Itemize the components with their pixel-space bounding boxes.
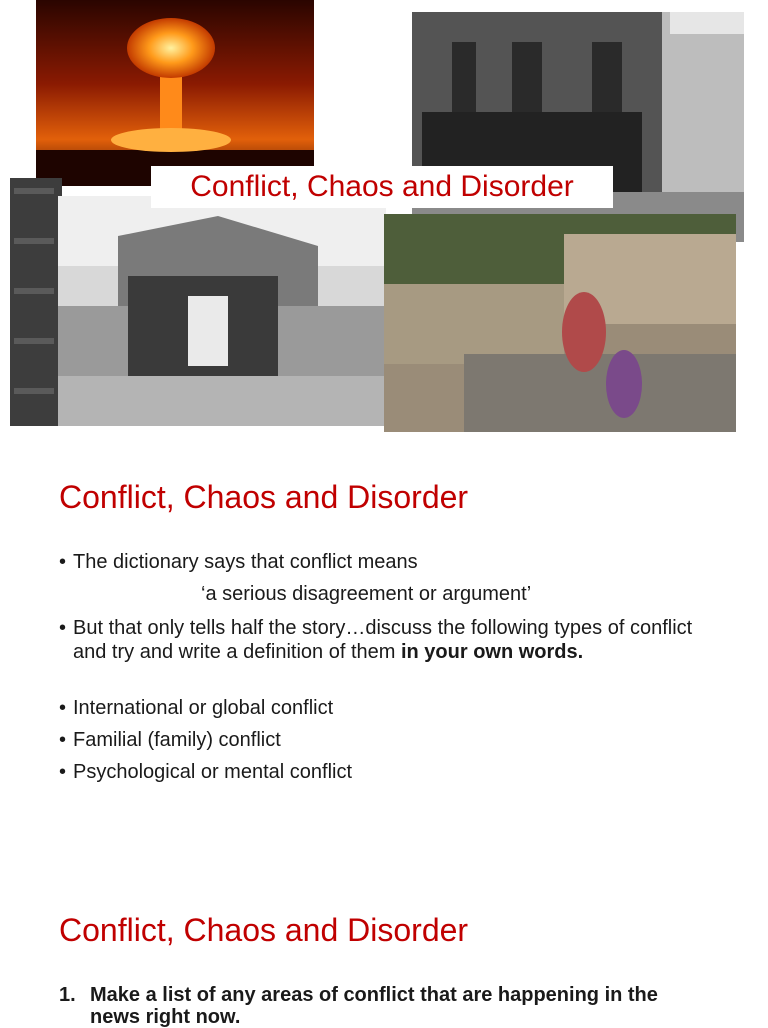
- explosion-photo: [36, 0, 314, 186]
- bullet-half-story-text: But that only tells half the story…discuss the following types of conflict and try and write a definition of them: [73, 617, 693, 663]
- bullet-familial-conflict: • Familial (family) conflict: [59, 728, 281, 752]
- brick-wall-photo: [10, 178, 62, 426]
- list-item-text: Make a list of any areas of conflict that are happening in the news right now.: [90, 984, 658, 1028]
- slide-2-heading: Conflict, Chaos and Disorder: [59, 479, 469, 515]
- refugees-rubble-photo: [384, 214, 736, 432]
- list-item-number: 1.: [59, 984, 76, 1006]
- bombed-street-photo: [58, 196, 386, 426]
- bullet-international-conflict: • International or global conflict: [59, 696, 333, 720]
- bullet-half-story: [59, 616, 713, 664]
- bullet-dictionary: • The dictionary says that conflict means: [59, 550, 418, 574]
- slide-3-heading: Conflict, Chaos and Disorder: [59, 912, 469, 948]
- bullet-psychological-conflict: • Psychological or mental conflict: [59, 760, 352, 784]
- cover-slide-title: Conflict, Chaos and Disorder: [151, 166, 613, 208]
- dictionary-quote: ‘a serious disagreement or argument’: [201, 583, 532, 605]
- bullet-half-story-emphasis: in your own words.: [400, 641, 584, 663]
